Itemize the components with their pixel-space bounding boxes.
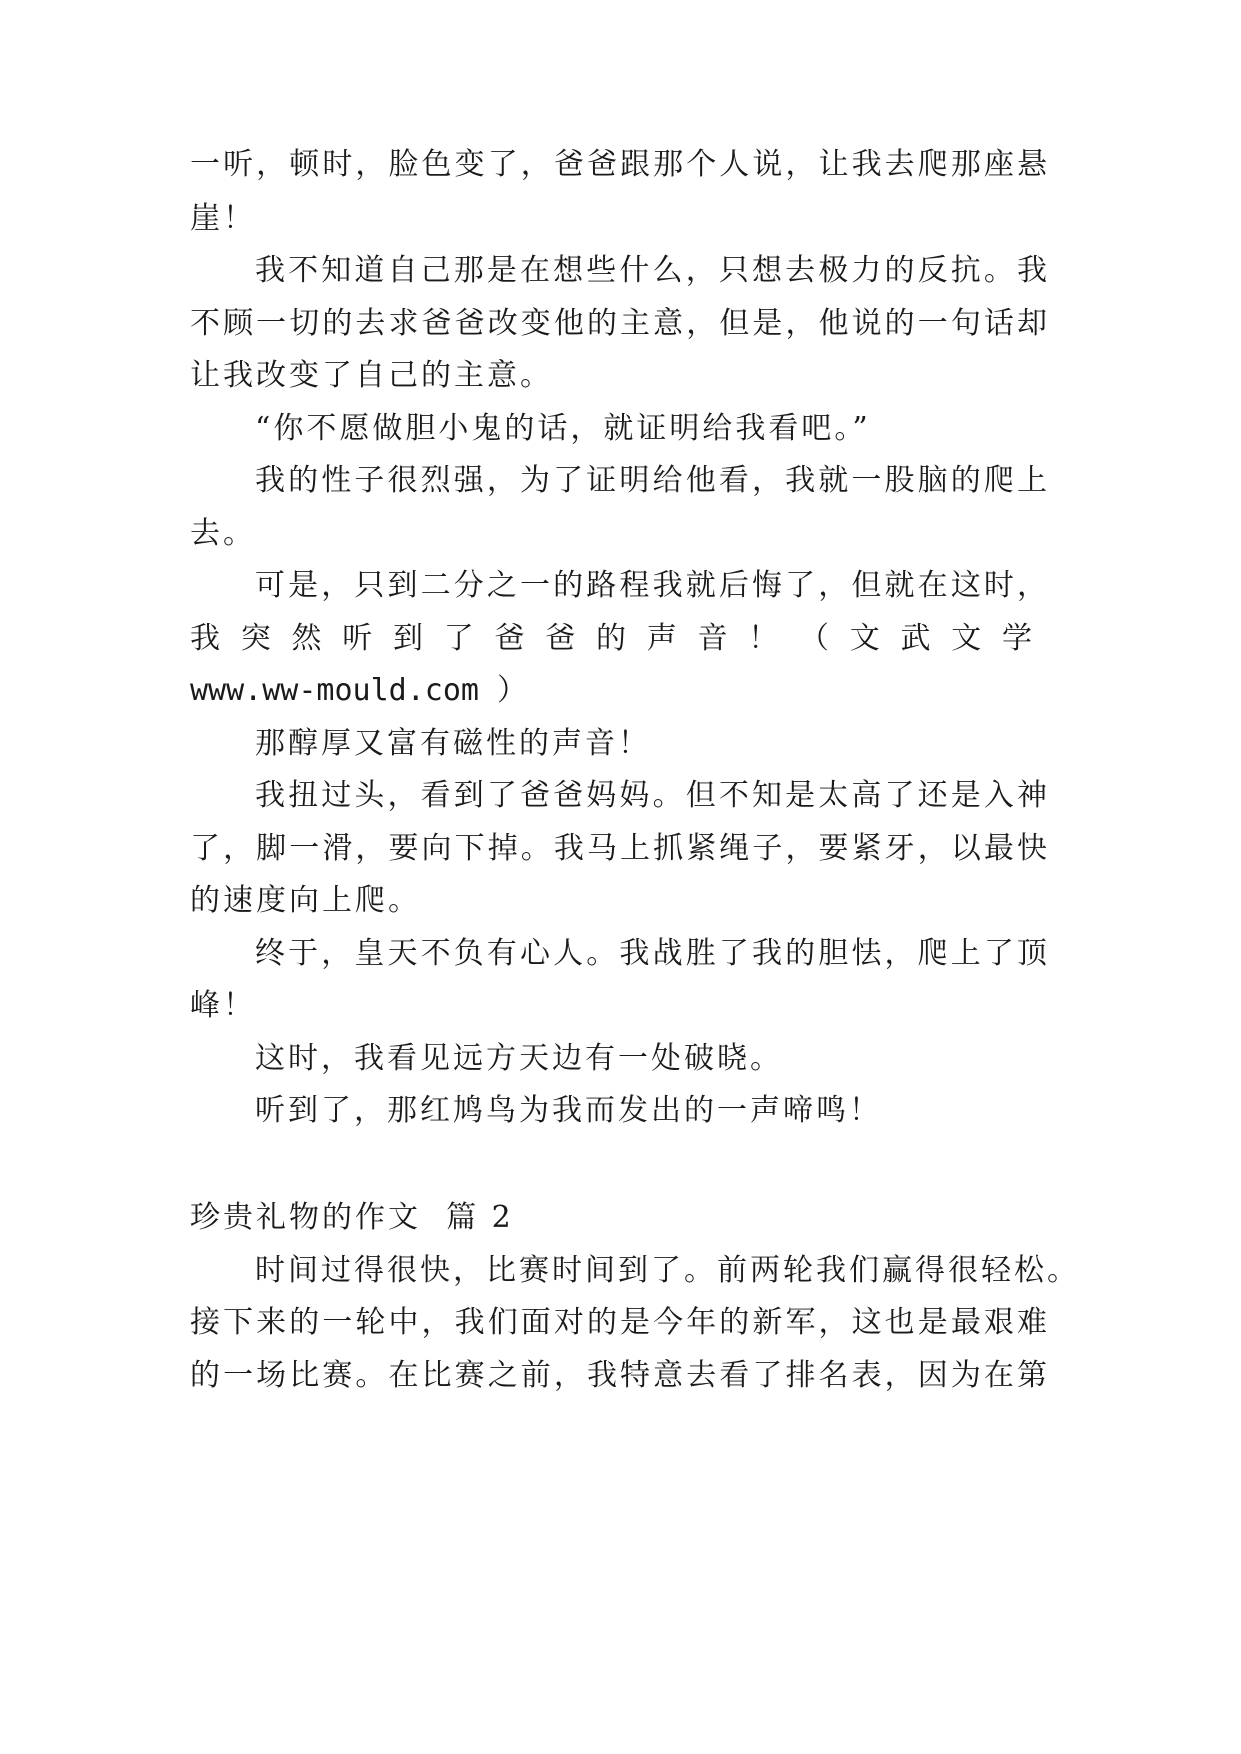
- paragraph-first-line: 终于，皇天不负有心人。我战胜了我的胆怯，爬上了顶: [255, 936, 1050, 971]
- text-line: 让我改变了自己的主意。: [190, 358, 553, 393]
- text-line: 的速度向上爬。: [190, 883, 421, 918]
- text-line: 崖！: [190, 201, 256, 236]
- text-line: 的一场比赛。在比赛之前，我特意去看了排名表，因为在第: [190, 1358, 1050, 1393]
- paragraph-first-line: 可是，只到二分之一的路程我就后悔了，但就在这时，: [255, 568, 1050, 603]
- paragraph-first-line: 我的性子很烈强，为了证明给他看，我就一股脑的爬上: [255, 463, 1050, 498]
- paragraph-first-line: 听到了，那红鸠鸟为我而发出的一声啼鸣！: [255, 1093, 882, 1128]
- paragraph-first-line: 我不知道自己那是在想些什么，只想去极力的反抗。我: [255, 253, 1050, 288]
- paragraph-first-line: “你不愿做胆小鬼的话，就证明给我看吧。”: [255, 411, 871, 446]
- section-heading: 珍贵礼物的作文 篇 2: [190, 1200, 514, 1235]
- text-line: 去。: [190, 516, 256, 551]
- text-line: www.ww-mould.com ）: [190, 673, 528, 708]
- text-line: 一听，顿时，脸色变了，爸爸跟那个人说，让我去爬那座悬: [190, 147, 1050, 182]
- text-line: 了，脚一滑，要向下掉。我马上抓紧绳子，要紧牙，以最快: [190, 831, 1050, 866]
- text-line: 不顾一切的去求爸爸改变他的主意，但是，他说的一句话却: [190, 306, 1050, 341]
- paragraph-first-line: 我扭过头，看到了爸爸妈妈。但不知是太高了还是入神: [255, 778, 1050, 813]
- text-line: 我突然听到了爸爸的声音！（文武文学: [190, 621, 1050, 656]
- text-line: 峰！: [190, 988, 256, 1023]
- paragraph-first-line: 时间过得很快，比赛时间到了。前两轮我们赢得很轻松。: [255, 1253, 1080, 1288]
- text-line: 接下来的一轮中，我们面对的是今年的新军，这也是最艰难: [190, 1305, 1050, 1340]
- paragraph-first-line: 那醇厚又富有磁性的声音！: [255, 726, 651, 761]
- paragraph-first-line: 这时，我看见远方天边有一处破晓。: [255, 1041, 783, 1076]
